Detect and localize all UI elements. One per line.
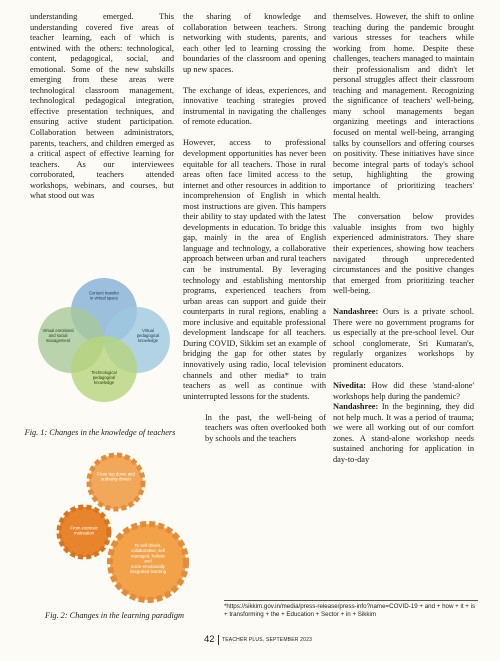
paragraph: However, access to professional development opportunities has never been equitable for all teachers. Those in rural areas often face limited access to the internet and other resources in addition to incomprehension of English in which most instructions are given. This hampers their ability to stay updated with the latest developments in education. To bridge this gap, mainly in the area of English language and technology, a collaborative approach between urban and rural teachers can be instrumental. By leveraging technology and establishing mentorship programs, experienced teachers from urban areas can support and guide their counterparts in rural regions, enabling a more inclusive and equitable professional development landscape for all teachers. During COVID, Sikkim set an example of bridging the gap for other states by innovatively using radio, local television channels and other media* to train teachers as well as continue with uninterrupted lessons for the students. xyxy=(183,138,326,401)
gear-top xyxy=(89,455,143,509)
dialogue-text: Ours is a private school. There were no government programs for us especially at the pre-school level. Our school conglomerate, Sri Kumaran's, regularly organizes workshops by prominent educators. xyxy=(333,307,474,369)
label-line: authority driven xyxy=(100,476,132,482)
label-line: socio-emotionally xyxy=(131,563,165,569)
label-line: From top down and xyxy=(97,471,135,477)
dialogue-paragraph xyxy=(333,381,474,402)
label-line: collaborative, self xyxy=(131,548,165,554)
paragraph: In the past, the well-being of teachers was often overlooked both by schools and the teachers xyxy=(205,412,326,443)
column-2 xyxy=(183,12,326,455)
label-line: Content transfer xyxy=(88,290,120,296)
label-line: and social xyxy=(48,333,68,338)
label-line: managed, holistic xyxy=(130,553,166,559)
label-line: Virtual xyxy=(142,328,154,333)
speaker-name: Nandashree: xyxy=(333,402,379,412)
footnote: *https://sikkim.gov.in/media/press-release/press-info?name=COVID-19 + and + how + it + is + transforming + the + Education + Sector + in + Sikkim xyxy=(224,600,478,619)
figure-2-caption: Fig. 2: Changes in the learning paradigm xyxy=(45,611,184,620)
figure-1-caption: Fig. 1: Changes in the knowledge of teachers xyxy=(24,428,176,437)
column-1 xyxy=(30,12,174,212)
figure-2-gears-diagram xyxy=(56,452,196,610)
publication-name: TEACHER PLUS, SEPTEMBER 2023 xyxy=(222,637,313,643)
label-line: motivation xyxy=(73,530,95,536)
speaker-name: Nivedita: xyxy=(333,381,366,390)
label-line: From extrinsic xyxy=(70,525,98,531)
label-line: To self driven, xyxy=(134,543,162,548)
dialogue-text: In the beginning, they did not help much. It was a period of trauma; we were all working out of our comfort zones. A stand-alone workshop needs sustained anchoring for application in day-to-day xyxy=(333,402,474,464)
paragraph: The conversation below provides valuable insights from two highly experienced administrators. They share their experiences, showing how teachers navigated through unprecedented circumstances and the positive changes that emerged from prioritizing teacher well-being. xyxy=(333,212,474,296)
venn-label-bottom xyxy=(91,370,116,385)
paragraph: understanding emerged. This understanding covered five areas of teacher learning, each of which is entwined with the others: technological, content, pedagogical, social, and emotional. Some of the new subskills emerging from these areas were technological classroom management, technological pedagogical integration, effective presentation techniques, and ensuring active student participation. Collaboration between administrators, parents, teachers, and children emerged as a critical aspect of effective learning for teachers. As our interviewees corroborated, teachers attended workshops, webinars, and courses, but what stood out was xyxy=(30,12,174,201)
footer-divider xyxy=(218,635,219,645)
figure-1-venn-diagram xyxy=(36,277,172,403)
column-3 xyxy=(333,12,474,476)
page-number: 42 xyxy=(204,634,215,645)
dialogue-paragraph xyxy=(333,307,474,370)
page-footer xyxy=(200,634,320,646)
gear-left xyxy=(59,507,109,557)
dialogue-paragraph xyxy=(333,402,474,465)
gear-label-top xyxy=(97,471,135,481)
label-line: knowledge xyxy=(93,380,115,385)
label-line: Virtual emotional xyxy=(42,328,74,333)
venn-label-top xyxy=(89,291,120,301)
label-line: Technological xyxy=(91,370,117,375)
label-line: pedagogical xyxy=(92,375,116,380)
venn-circle-bottom xyxy=(71,336,137,402)
gear-right xyxy=(110,524,186,600)
label-line: pedagogical xyxy=(136,333,160,338)
label-line: knowledge xyxy=(137,338,159,343)
label-line: management xyxy=(45,338,71,343)
label-line: integrated learning xyxy=(129,569,167,574)
label-line: and xyxy=(144,558,152,564)
dialogue-text: How did these 'stand-alone' workshops help during the pandemic? xyxy=(333,381,474,401)
paragraph: The exchange of ideas, experiences, and innovative teaching strategies proved instrumental in navigating the challenges of remote education. xyxy=(183,85,326,127)
speaker-name: Nandashree: xyxy=(333,307,379,317)
paragraph: themselves. However, the shift to online teaching during the pandemic brought various stresses for teachers while working from home. Despite these challenges, teachers managed to maintain their professionalism and didn't let personal struggles affect their classroom teaching and management. Recognizing the significance of teachers' well-being, many school managements began organizing meetings and interactions focused on mental well-being, arranging talks by counsellors and offering courses on positivity. These initiatives have since become integral parts of today's school setup, highlighting the growing importance of prioritizing teachers' mental health. xyxy=(333,12,474,201)
paragraph: the sharing of knowledge and collaboration between teachers. Strong networking with students, parents, and each other led to learning crossing the boundaries of the classroom and opening up new spaces. xyxy=(183,12,326,74)
label-line: in virtual space xyxy=(90,295,118,301)
